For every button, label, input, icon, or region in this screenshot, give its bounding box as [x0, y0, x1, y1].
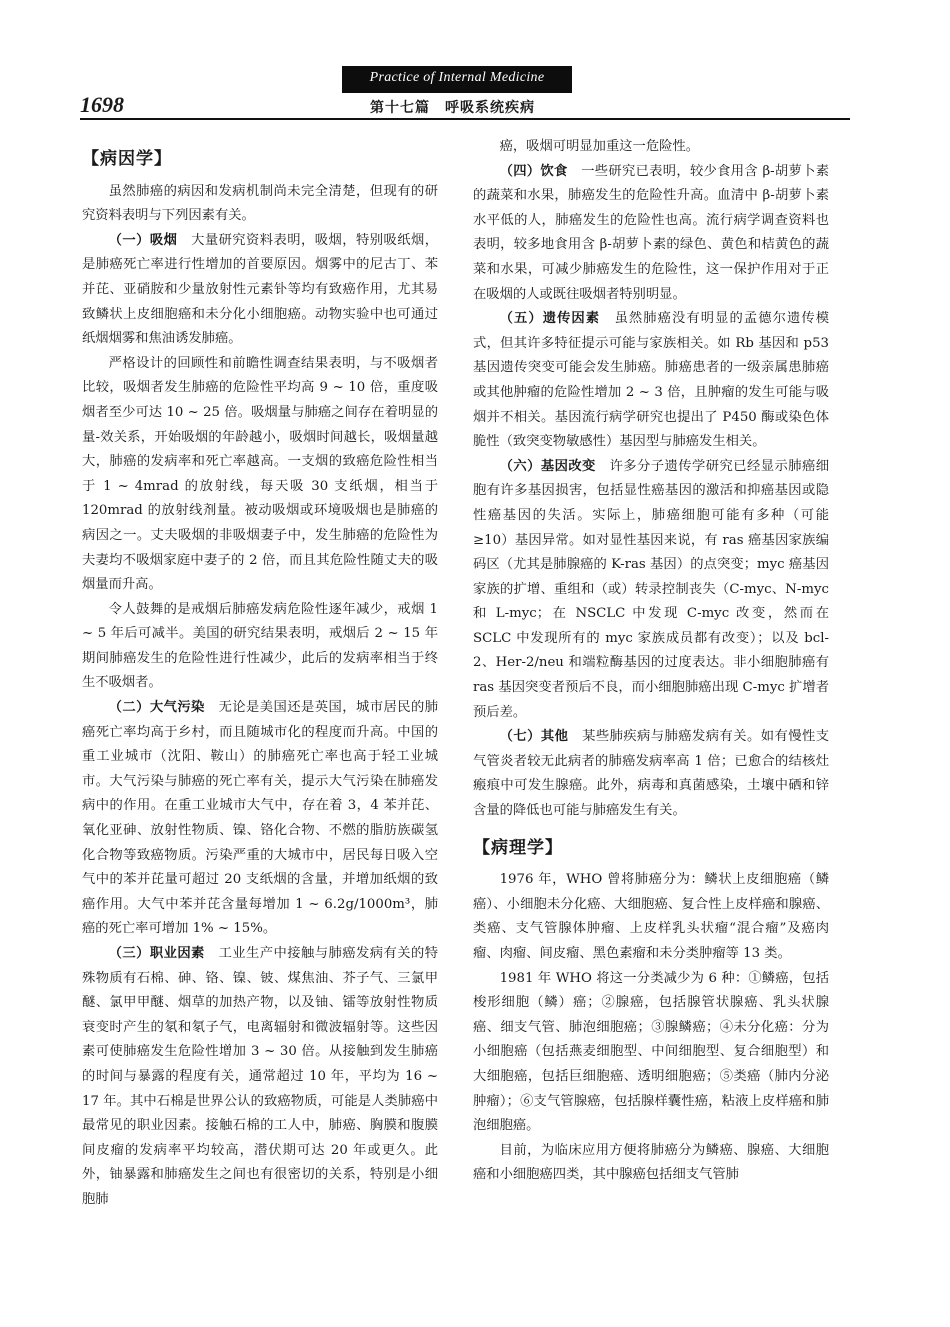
others-heading: （七）其他: [499, 729, 569, 745]
page-header: [80, 92, 850, 120]
pathology-paragraph-1: 1976 年，WHO 曾将肺癌分为：鳞状上皮细胞癌（鳞癌）、小细胞未分化癌、大细胞癌、复合性上皮样癌和腺癌、类癌、支气管腺体肿瘤、上皮样乳头状瘤“混合瘤”及癌肉瘤、肉瘤、间皮瘤、黑色素瘤和未分类肿瘤等 13 类。: [473, 872, 829, 961]
section-title-etiology: 【病因学】: [82, 149, 172, 169]
genetic-heading: （五）遗传因素: [499, 311, 601, 327]
diet-paragraph: [473, 160, 829, 308]
smoking-paragraph: [82, 229, 438, 352]
pathology-paragraph-3: 目前，为临床应用方便将肺癌分为鳞癌、腺癌、大细胞癌和小细胞癌四类，其中腺癌包括细支气管肺: [473, 1142, 829, 1183]
journal-title: Practice of Internal Medicine: [369, 70, 545, 85]
others-paragraph: [473, 725, 829, 823]
occupational-heading: （三）职业因素: [108, 946, 205, 961]
air-pollution-paragraph: [82, 696, 438, 942]
gene-change-heading: （六）基因改变: [499, 458, 596, 474]
occupational-paragraph: [82, 942, 438, 1213]
smoking-text-1: 大量研究资料表明，吸烟，特别吸纸烟，是肺癌死亡率进行性增加的首要原因。烟雾中的尼古丁、苯并芘、亚硝胺和少量放射性元素钋等均有致癌作用，尤其易致鳞状上皮细胞癌和未分化小细胞癌。动物实验中也可通过纸烟烟雾和焦油诱发肺癌。: [82, 232, 439, 347]
page-number: 1698: [80, 92, 124, 117]
genetic-text: 虽然肺癌没有明显的孟德尔遗传模式，但其许多特征提示可能与家族相关。如 Rb 基因和 p53 基因遗传突变可能会发生肺癌。肺癌患者的一级亲属患肺癌或其他肿瘤的危险性增加 2 ~ 3 倍，且肿瘤的发生可能与吸烟并不相关。基因流行病学研究也提出了 P450 酶或染色体脆性（致突变物敏感性）基因型与肺癌发生相关。: [473, 311, 830, 450]
smoking-heading: （一）吸烟: [108, 232, 178, 248]
diet-heading: （四）饮食: [499, 163, 568, 179]
intro-paragraph: 虽然肺癌的病因和发病机制尚未完全清楚，但现有的研究资料表明与下列因素有关。: [82, 183, 438, 224]
others-text: 某些肺疾病与肺癌发病有关。如有慢性支气管炎者较无此病者的肺癌发病率高 1 倍；已愈合的结核灶瘢痕中可发生腺癌。此外，病毒和真菌感染，土壤中硒和锌含量的降低也可能与肺癌发生有关。: [473, 729, 830, 819]
genetic-paragraph: [473, 307, 829, 455]
occupational-text: 工业生产中接触与肺癌发病有关的特殊物质有石棉、砷、铬、镍、铍、煤焦油、芥子气、三氯甲醚、氯甲甲醚、烟草的加热产物，以及铀、镭等放射性物质衰变时产生的氡和氡子气，电离辐射和微波辐射等。这些因素可使肺癌发生危险性增加 3 ~ 30 倍。从接触到发生肺癌的时间与暴露的程度有关，通常超过 10 年，平均为 16 ~ 17 年。其中石棉是世界公认的致癌物质，可能是人类肺癌中最常见的职业因素。接触石棉的工人中，肺癌、胸膜和腹膜间皮瘤的发病率平均较高，潜伏期可达 20 年或更久。此外，铀暴露和肺癌发生之间也有很密切的关系，特别是小细胞肺: [82, 946, 439, 1207]
air-pollution-text: 无论是美国还是英国，城市居民的肺癌死亡率均高于乡村，而且随城市化的程度而升高。中国的重工业城市（沈阳、鞍山）的肺癌死亡率也高于轻工业城市。大气污染与肺癌的死亡率有关，提示大气污染在肺癌发病中的作用。在重工业城市大气中，存在着 3，4 苯并芘、氧化亚砷、放射性物质、镍、铬化合物、不燃的脂肪族碳氢化合物等致癌物质。污染严重的大城市中，居民每日吸入空气中的苯并芘量可超过 20 支纸烟的含量，并增加纸烟的致癌作用。大气中苯并芘含量每增加 1 ~ 6.2g/1000m³，肺癌的死亡率可增加 1% ~ 15%。: [82, 700, 439, 937]
smoking-paragraph-2: 严格设计的回顾性和前瞻性调查结果表明，与不吸烟者比较，吸烟者发生肺癌的危险性平均高 9 ~ 10 倍，重度吸烟者至少可达 10 ~ 25 倍。吸烟量与肺癌之间存在着明显的量-效关系，开始吸烟的年龄越小，吸烟时间越长，吸烟量越大，肺癌的发病率和死亡率越高。一支烟的致癌危险性相当于 1 ~ 4mrad 的放射线，每天吸 30 支纸烟，相当于 120mrad 的放射线剂量。被动吸烟或环境吸烟也是肺癌的病因之一。丈夫吸烟的非吸烟妻子中，发生肺癌的危险性为夫妻均不吸烟家庭中妻子的 2 倍，而且其危险性随丈夫的吸烟量而升高。: [82, 355, 438, 593]
smoking-paragraph-3: 令人鼓舞的是戒烟后肺癌发病危险性逐年减少，戒烟 1 ~ 5 年后可减半。美国的研究结果表明，戒烟后 2 ~ 15 年期间肺癌发生的危险性进行性减少，此后的发病率相当于终生不吸烟者。: [82, 601, 438, 691]
continuation-text: 癌，吸烟可明显加重这一危险性。: [499, 139, 700, 154]
gene-change-paragraph: [473, 455, 829, 726]
pathology-paragraph-2: 1981 年 WHO 将这一分类减少为 6 种：①鳞癌，包括梭形细胞（鳞）癌；②腺癌，包括腺管状腺癌、乳头状腺癌、细支气管、肺泡细胞癌；③腺鳞癌；④未分化癌：分为小细胞癌（包括燕麦细胞型、中间细胞型、复合细胞型）和大细胞癌，包括巨细胞癌、透明细胞癌；⑤类癌（肺内分泌肿瘤）；⑥支气管腺癌，包括腺样囊性癌，粘液上皮样癌和肺泡细胞癌。: [473, 970, 829, 1134]
journal-banner: [342, 66, 572, 93]
gene-change-text: 许多分子遗传学研究已经显示肺癌细胞有许多基因损害，包括显性癌基因的激活和抑癌基因或隐性癌基因的失活。实际上，肺癌细胞可能有多种（可能 ≥10）基因异常。如对显性基因来说，有 ras 癌基因家族编码区（尤其是肺腺癌的 K-ras 基因）的点突变；myc 癌基因家族的扩增、重组和（或）转录控制丧失（C-myc、N-myc 和 L-myc；在 NSCLC 中发现 C-myc 改变，然而在 SCLC 中发现所有的 myc 家族成员都有改变）；以及 bcl-2、Her-2/neu 和端粒酶基因的过度表达。非小细胞肺癌有 ras 基因突变者预后不良，而小细胞肺癌出现 C-myc 扩增者预后差。: [473, 458, 830, 720]
air-pollution-heading: （二）大气污染: [108, 700, 205, 716]
right-column: [473, 135, 829, 1188]
section-title-pathology: 【病理学】: [473, 837, 563, 858]
left-column: [82, 135, 438, 1213]
diet-text: 一些研究已表明，较少食用含 β-胡萝卜素的蔬菜和水果，肺癌发生的危险性升高。血清中 β-胡萝卜素水平低的人，肺癌发生的危险性也高。流行病学调查资料也表明，较多地食用含 β-胡萝卜素的绿色、黄色和桔黄色的蔬菜和水果，可减少肺癌发生的危险性，这一保护作用对于正在吸烟的人或既往吸烟者特别明显。: [473, 163, 830, 302]
chapter-title: 第十七篇 呼吸系统疾病: [370, 100, 535, 116]
